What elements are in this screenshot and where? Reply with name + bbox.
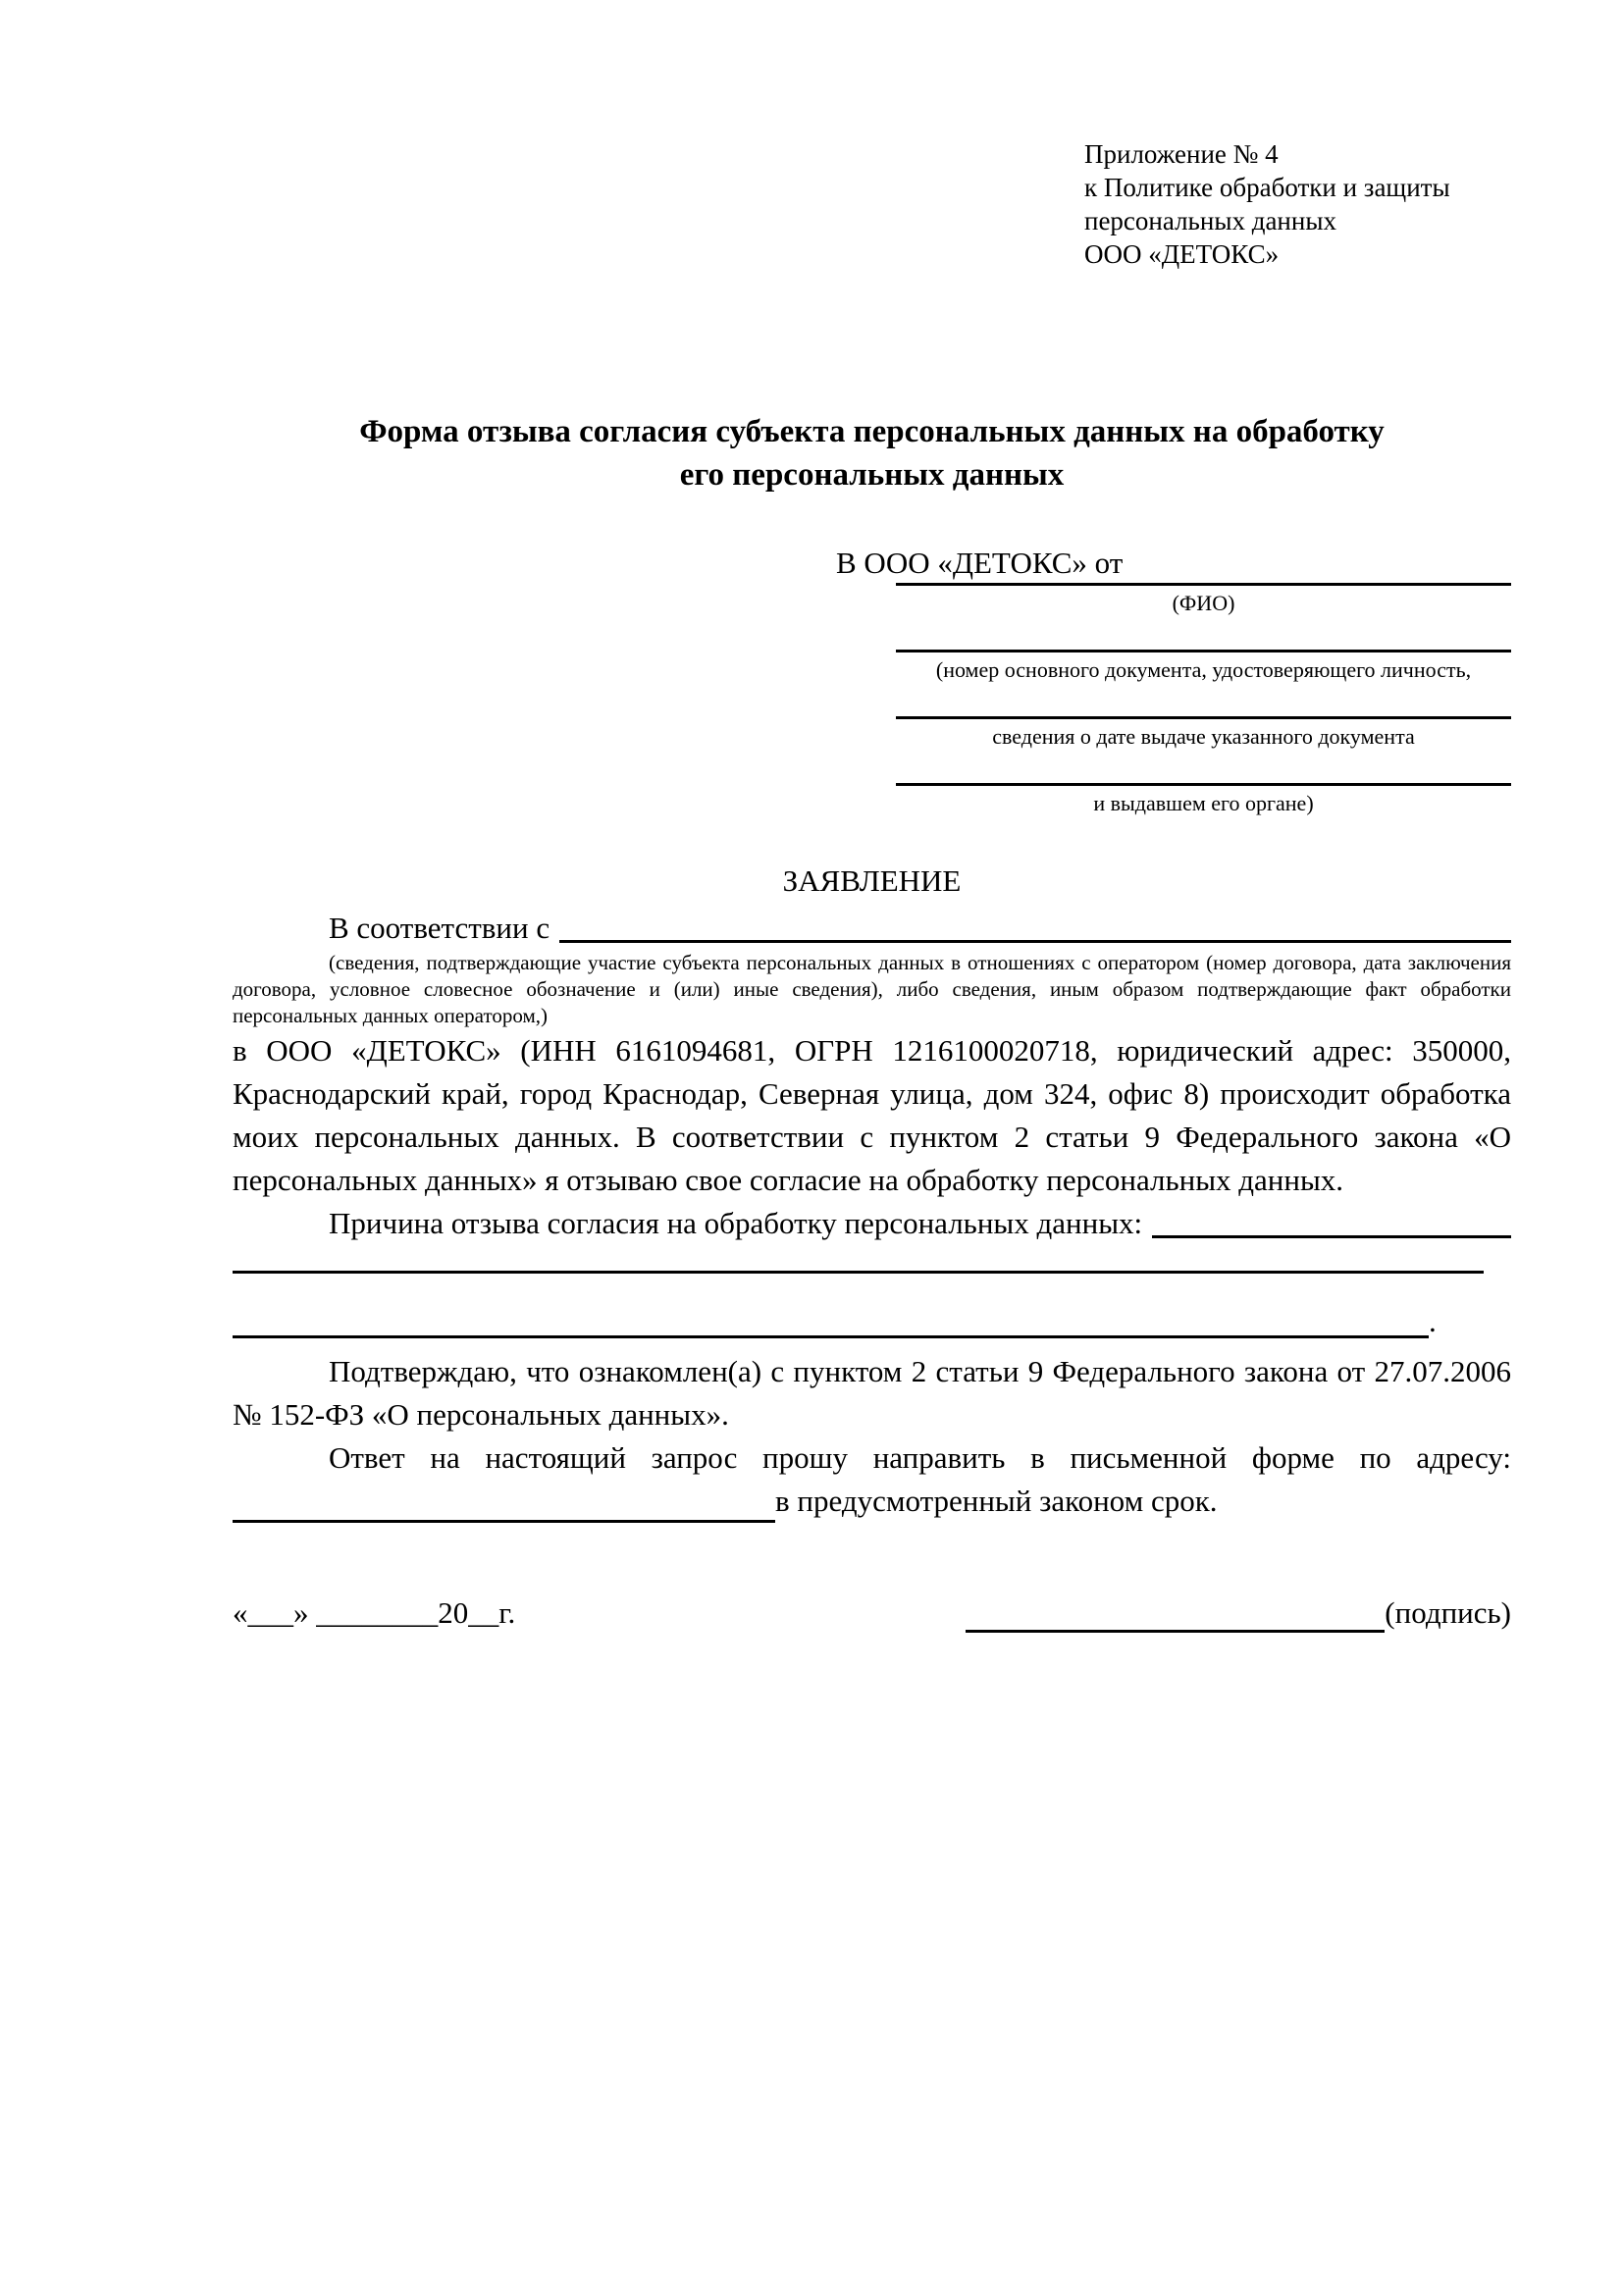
field-caption-issue-date: сведения о дате выдаче указанного документа: [992, 724, 1415, 749]
note-text: (сведения, подтверждающие участие субъекта персональных данных в отношениях с оператором (номер договора, дата заключения договора, условное словесное обозначение и (или) иные сведения), либо сведения, иным образом подтверждающие факт обработки персональных данных оператором,): [233, 951, 1511, 1027]
confirmation-paragraph: Подтверждаю, что ознакомлен(а) с пунктом 2 статьи 9 Федерального закона от 27.07.2006 № 152-ФЗ «О персональных данных».: [233, 1354, 1511, 1432]
field-caption-issuing-authority: и выдавшем его органе): [1093, 791, 1314, 815]
field-issuing-authority: [896, 783, 1511, 816]
period: .: [1429, 1304, 1437, 1338]
body-paragraph: в ООО «ДЕТОКС» (ИНН 6161094681, ОГРН 1216100020718, юридический адрес: 350000, Краснодарский край, город Краснодар, Северная улица, дом 324, офис 8) происходит обработка моих персональных данных. В соответствии с пунктом 2 статьи 9 Федерального закона «О персональных данных» я отзываю свое согласие на обработку персональных данных.: [233, 1033, 1511, 1197]
blank-line: [233, 1487, 775, 1523]
field-issue-date: [896, 716, 1511, 750]
reason-label: Причина отзыва согласия на обработку персональных данных:: [329, 1206, 1143, 1240]
signature-group: [966, 1593, 1511, 1633]
appendix-line-1: Приложение № 4: [1084, 139, 1279, 169]
title-line-2: его персональных данных: [679, 457, 1065, 493]
signature-line: [966, 1600, 1385, 1633]
field-fio: [896, 583, 1511, 616]
reply-term-text: в предусмотренный законом срок.: [775, 1484, 1218, 1518]
intro-line: [233, 907, 1511, 950]
blank-line: [1152, 1202, 1511, 1238]
reply-request-paragraph: Ответ на настоящий запрос прошу направить в письменной форме по адресу:: [329, 1440, 1511, 1475]
signature-row: [233, 1593, 1511, 1633]
blank-line: [559, 907, 1511, 943]
appendix-line-2: к Политике обработки и защиты: [1084, 173, 1450, 202]
blank-line-with-period: [233, 1305, 1511, 1338]
reply-address-line: [233, 1480, 1511, 1523]
field-caption-fio: (ФИО): [1172, 591, 1235, 615]
appendix-line-4: ООО «ДЕТОКС»: [1084, 239, 1280, 269]
recipient-fields: [896, 583, 1511, 816]
title-line-1: Форма отзыва согласия субъекта персональных данных на обработку: [359, 414, 1385, 449]
field-document-number: [896, 650, 1511, 683]
blank-line: [233, 1271, 1484, 1274]
signature-caption: (подпись): [1385, 1595, 1511, 1630]
reason-line: [233, 1202, 1511, 1245]
date-blank: «___» ________20__г.: [233, 1595, 516, 1630]
addressee-line: В ООО «ДЕТОКС» от: [836, 546, 1124, 580]
intro-text: В соответствии с: [329, 911, 550, 945]
statement-heading: ЗАЯВЛЕНИЕ: [782, 863, 962, 898]
blank-line: [233, 1306, 1429, 1338]
field-caption-document-number: (номер основного документа, удостоверяющего личность,: [935, 657, 1472, 682]
document-title: [233, 410, 1511, 496]
appendix-header: [1084, 137, 1511, 271]
appendix-line-3: персональных данных: [1084, 206, 1336, 235]
